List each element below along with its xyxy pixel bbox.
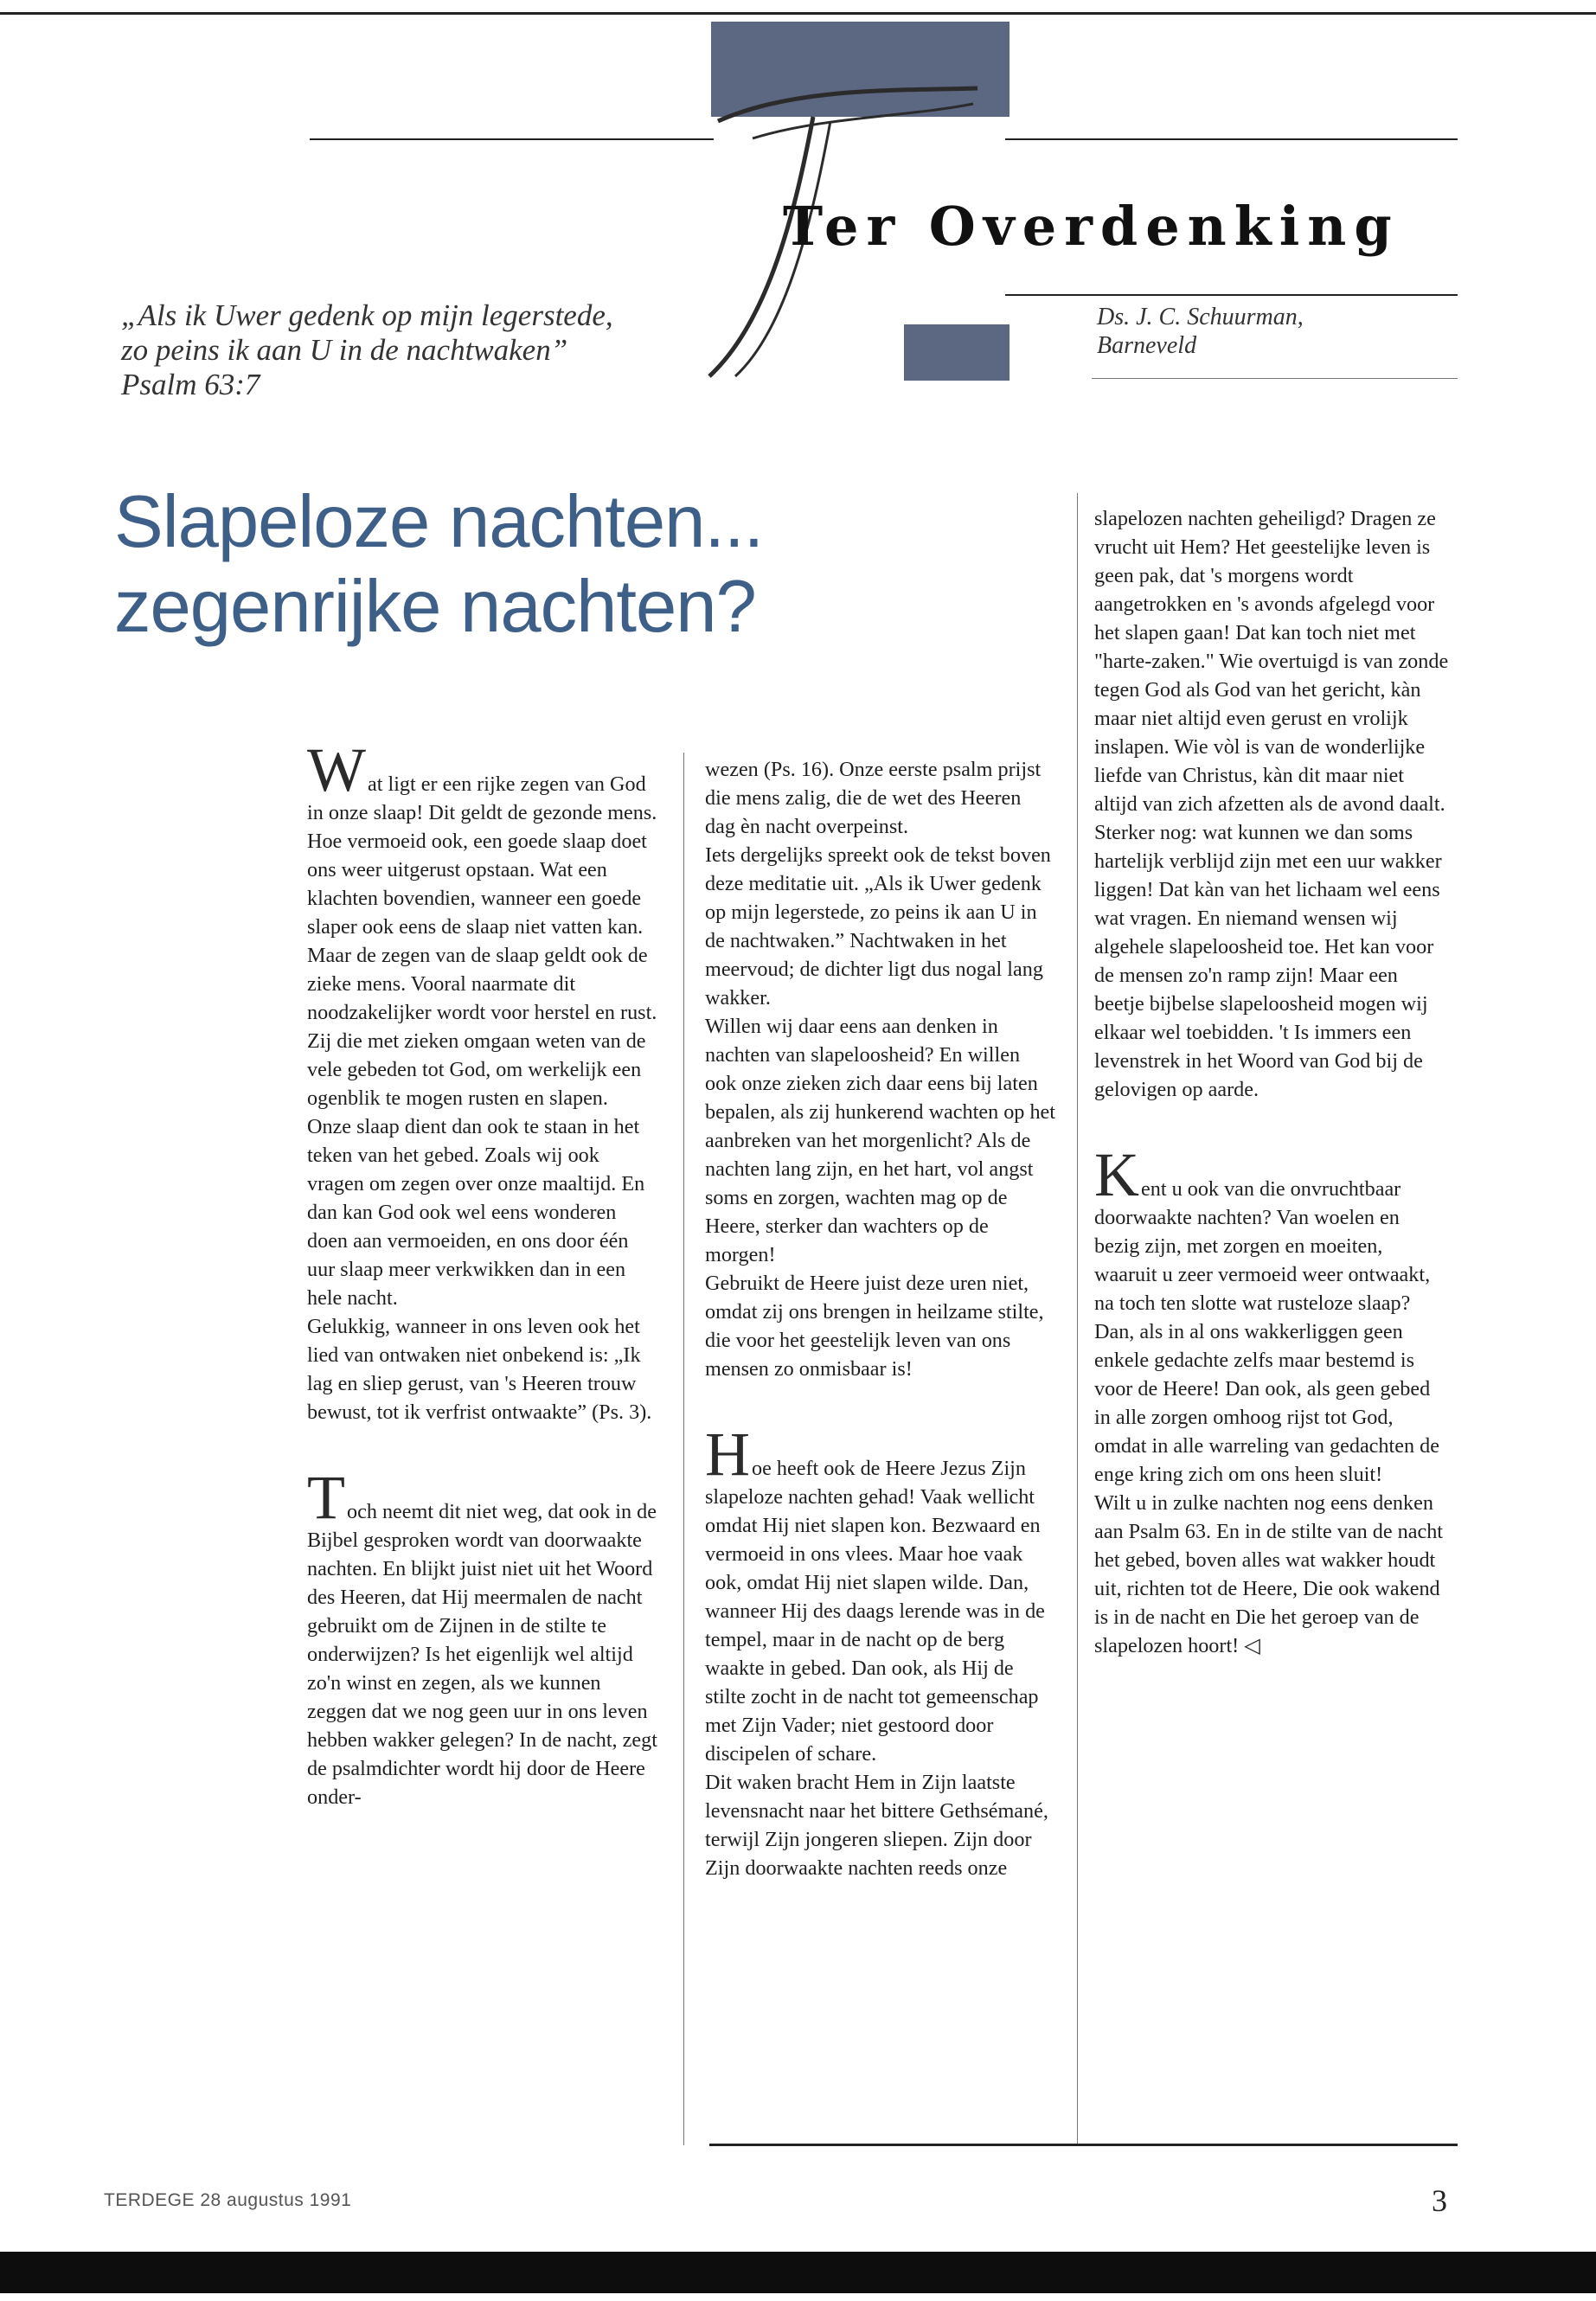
article-column-3 xyxy=(1094,504,1449,1660)
header-rule-under-title xyxy=(1005,294,1458,296)
drop-cap: K xyxy=(1094,1140,1139,1209)
end-mark-icon: ◁ xyxy=(1244,1634,1260,1657)
drop-cap: H xyxy=(705,1420,750,1489)
author-location: Barneveld xyxy=(1097,332,1197,359)
article-title-line: zegenrijke nachten? xyxy=(114,566,756,648)
paragraph: Toch neemt dit niet weg, dat ook in de Bijbel gesproken wordt van doorwaakte nachten. En blijkt juist niet uit het Woord des Heeren, dat Hij meermalen de nacht gebruikt om de Zijnen in de stilte te onderwijzen? Is het eigenlijk wel altijd zo'n winst en zegen, als we kunnen zeggen dat we nog geen uur in ons leven hebben wakker gelegen? In de nacht, zegt de psalmdichter wordt hij door de Heere onder- xyxy=(307,1463,657,1809)
publication-footer: TERDEGE 28 augustus 1991 xyxy=(104,2190,352,2210)
drop-cap: W xyxy=(307,735,366,804)
section-title: Ter Overdenking xyxy=(783,195,1400,258)
epigraph-line: „Als ik Uwer gedenk op mijn legerstede, xyxy=(121,298,613,332)
paragraph: Maar de zegen van de slaap geldt ook de zieke mens. Vooral naarmate dit noodzakelijker wordt voor herstel en rust. Zij die met zieken omgaan weten van de vele gebeden tot God, om werkelijk een ogenblik te mogen rusten en slapen. xyxy=(307,944,657,1110)
epigraph-quote xyxy=(121,298,709,402)
column-divider xyxy=(1077,493,1078,2145)
paragraph: Gebruikt de Heere juist deze uren niet, omdat zij ons brengen in heilzame stilte, die voor het geestelijk leven van ons mensen zo onmisbaar is! xyxy=(705,1272,1044,1381)
bottom-scan-bar xyxy=(0,2252,1596,2293)
paragraph: Kent u ook van die onvruchtbaar doorwaakte nachten? Van woelen en bezig zijn, met zorgen en moeiten, waaruit u zeer vermoeid weer ontwaakt, na toch ten slotte wat rusteloze slaap? Dan, als in al ons wakkerliggen geen enkele gedachte zelfs maar bestemd is voor de Heere! Dan ook, als geen gebed in alle zorgen omhoog rijst tot God, omdat in alle warreling van gedachten de enge kring zich om ons heen sluit! xyxy=(1094,1140,1439,1486)
top-edge-line xyxy=(0,12,1596,15)
page-number: 3 xyxy=(1432,2183,1447,2218)
column-divider xyxy=(683,753,684,2145)
author-credit xyxy=(1097,303,1443,360)
paragraph: Onze slaap dient dan ook te staan in het teken van het gebed. Zoals wij ook vragen om zegen over onze maaltijd. En dan kan God ook wel eens wonderen doen aan vermoeiden, en ons door één uur slaap meer verkwikken dan in een hele nacht. xyxy=(307,1115,645,1310)
paragraph: Iets dergelijks spreekt ook de tekst boven deze meditatie uit. „Als ik Uwer gedenk op mijn legerstede, zo peins ik aan U in de nachtwaken.” Nachtwaken in het meervoud; de dichter ligt dus nogal lang wakker. xyxy=(705,843,1051,1009)
paragraph: wezen (Ps. 16). Onze eerste psalm prijst die mens zalig, die de wet des Heeren dag èn nacht overpeinst. xyxy=(705,758,1042,838)
article-column-1 xyxy=(307,735,657,1811)
paragraph: slapelozen nachten geheiligd? Dragen ze vrucht uit Hem? Het geestelijke leven is geen pak, dat 's morgens wordt aangetrokken en 's avonds afgelegd voor het slapen gaan! Dat kan toch niet met "harte-zaken." Wie overtuigd is van zonde tegen God als God van het gericht, kàn maar niet altijd even gerust en vrolijk inslapen. Wie vòl is van de wonderlijke liefde van Christus, kàn dit maar niet altijd van zich afzetten als de avond daalt. Sterker nog: wat kunnen we dan soms hartelijk verblijd zijn met een uur wakker liggen! Dat kàn van het lichaam wel eens wat vragen. En niemand wensen wij algehele slapeloosheid toe. Het kan voor de mensen zo'n ramp zijn! Maar een beetje bijbelse slapeloosheid mogen wij elkaar wel toebidden. 't Is immers een levenstrek in het Woord van God bij de gelovigen op aarde. xyxy=(1094,507,1449,1101)
header-rule-right xyxy=(1005,138,1458,140)
paragraph: Willen wij daar eens aan denken in nachten van slapeloosheid? En willen ook onze zieken zich daar eens bij laten bepalen, als zij hunkerend wachten op het aanbreken van het morgenlicht? Als de nachten lang zijn, en het hart, vol angst soms en zorgen, wachten mag op de Heere, sterker dan wachters op de morgen! xyxy=(705,1015,1055,1266)
header-rule-left xyxy=(310,138,714,140)
footer-rule xyxy=(709,2144,1458,2146)
paragraph: Wat ligt er een rijke zegen van God in onze slaap! Dit geldt de gezonde mens. Hoe vermoeid ook, een goede slaap doet ons weer uitgerust opstaan. Wat een klachten bovendien, wanneer een goede slaper ook eens de slaap niet vatten kan. xyxy=(307,735,657,939)
article-title xyxy=(114,480,979,650)
paragraph: Gelukkig, wanneer in ons leven ook het lied van ontwaken niet onbekend is: „Ik lag en sliep gerust, van 's Heeren trouw bewust, tot ik verfrist ontwaakte” (Ps. 3). xyxy=(307,1315,652,1424)
author-name: Ds. J. C. Schuurman, xyxy=(1097,304,1304,330)
paragraph: Wilt u in zulke nachten nog eens denken aan Psalm 63. En in de stilte van de nacht het gebed, boven alles wat wakker houdt uit, richten tot de Heere, Die ook wakend is in de nacht en Die het geroep van de slapelozen hoort! ◁ xyxy=(1094,1491,1444,1657)
paragraph: Hoe heeft ook de Heere Jezus Zijn slapeloze nachten gehad! Vaak wellicht omdat Hij niet slapen kon. Bezwaard en vermoeid in ons vlees. Maar hoe vaak ook, omdat Hij niet slapen wilde. Dan, wanneer Hij des daags lerende was in de tempel, maar in de nacht op de berg waakte in gebed. Dan ook, als Hij de stilte zocht in de nacht tot gemeenschap met Zijn Vader; niet gestoord door discipelen of schare. xyxy=(705,1420,1045,1766)
paragraph: Dit waken bracht Hem in Zijn laatste levensnacht naar het bittere Gethsémané, terwijl Zijn jongeren sliepen. Zijn door Zijn doorwaakte nachten reeds onze xyxy=(705,1771,1048,1880)
epigraph-reference: Psalm 63:7 xyxy=(121,368,260,401)
drop-cap: T xyxy=(307,1463,345,1532)
epigraph-line: zo peins ik aan U in de nachtwaken” xyxy=(121,333,568,367)
header-rule-author xyxy=(1092,378,1458,379)
article-column-2 xyxy=(705,755,1055,1882)
article-title-line: Slapeloze nachten... xyxy=(114,481,764,563)
